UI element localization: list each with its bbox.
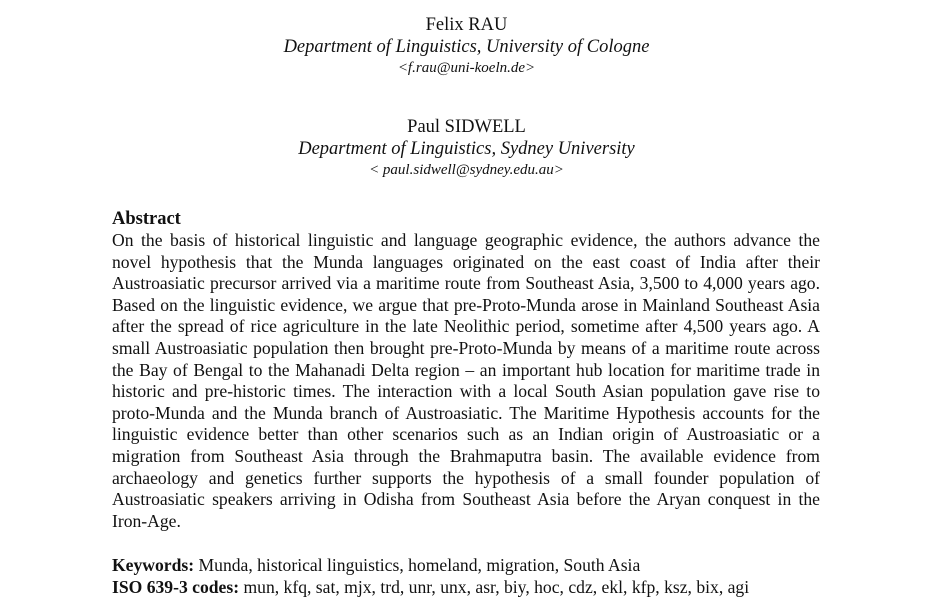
abstract-body: On the basis of historical linguistic and language geographic evidence, the authors advance the novel hypothesis that the Munda languages originated on the east coast of India after their Austroasiatic precursor arrived via a maritime route from Southeast Asia, 3,500 to 4,000 years ago. Based on the linguistic evidence, we argue that pre-Proto-Munda arose in Mainland Southeast Asia after the spread of rice agriculture in the late Neolithic period, sometime after 4,500 years ago. A small Austroasiatic population then brought pre-Proto-Munda by means of a maritime route across the Bay of Bengal to the Mahanadi Delta region – an important hub location for maritime trade in historic and pre-historic times. The interaction with a local South Asian population gave rise to proto-Munda and the Munda branch of Austroasiatic. The Maritime Hypothesis accounts for the linguistic evidence better than other scenarios such as an Indian origin of Austroasiatic or a migration from Southeast Asia through the Brahmaputra basin. The available evidence from archaeology and genetics further supports the hypothesis of a small founder population of Austroasiatic speakers arriving in Odisha from Southeast Asia before the Aryan conquest in the Iron-Age. (112, 230, 820, 531)
metadata-section (112, 554, 872, 598)
abstract-heading: Abstract (112, 209, 181, 229)
author-block-rau (0, 14, 933, 78)
author-email: < paul.sidwell@sydney.edu.au> (369, 162, 564, 178)
iso-codes-line (112, 576, 872, 598)
author-name: Paul SIDWELL (407, 117, 526, 137)
author-affiliation: Department of Linguistics, Sydney University (298, 139, 635, 159)
iso-codes-label: ISO 639-3 codes: (112, 577, 240, 597)
abstract-section (112, 208, 820, 532)
iso-codes-value: mun, kfq, sat, mjx, trd, unr, unx, asr, biy, hoc, cdz, ekl, kfp, ksz, bix, agi (243, 577, 750, 597)
author-block-sidwell (0, 116, 933, 180)
keywords-value: Munda, historical linguistics, homeland, migration, South Asia (198, 555, 641, 575)
keywords-line (112, 554, 872, 576)
author-name: Felix RAU (425, 15, 508, 35)
author-affiliation: Department of Linguistics, University of Cologne (283, 37, 650, 57)
author-email: <f.rau@uni-koeln.de> (397, 60, 536, 76)
keywords-label: Keywords: (112, 555, 195, 575)
